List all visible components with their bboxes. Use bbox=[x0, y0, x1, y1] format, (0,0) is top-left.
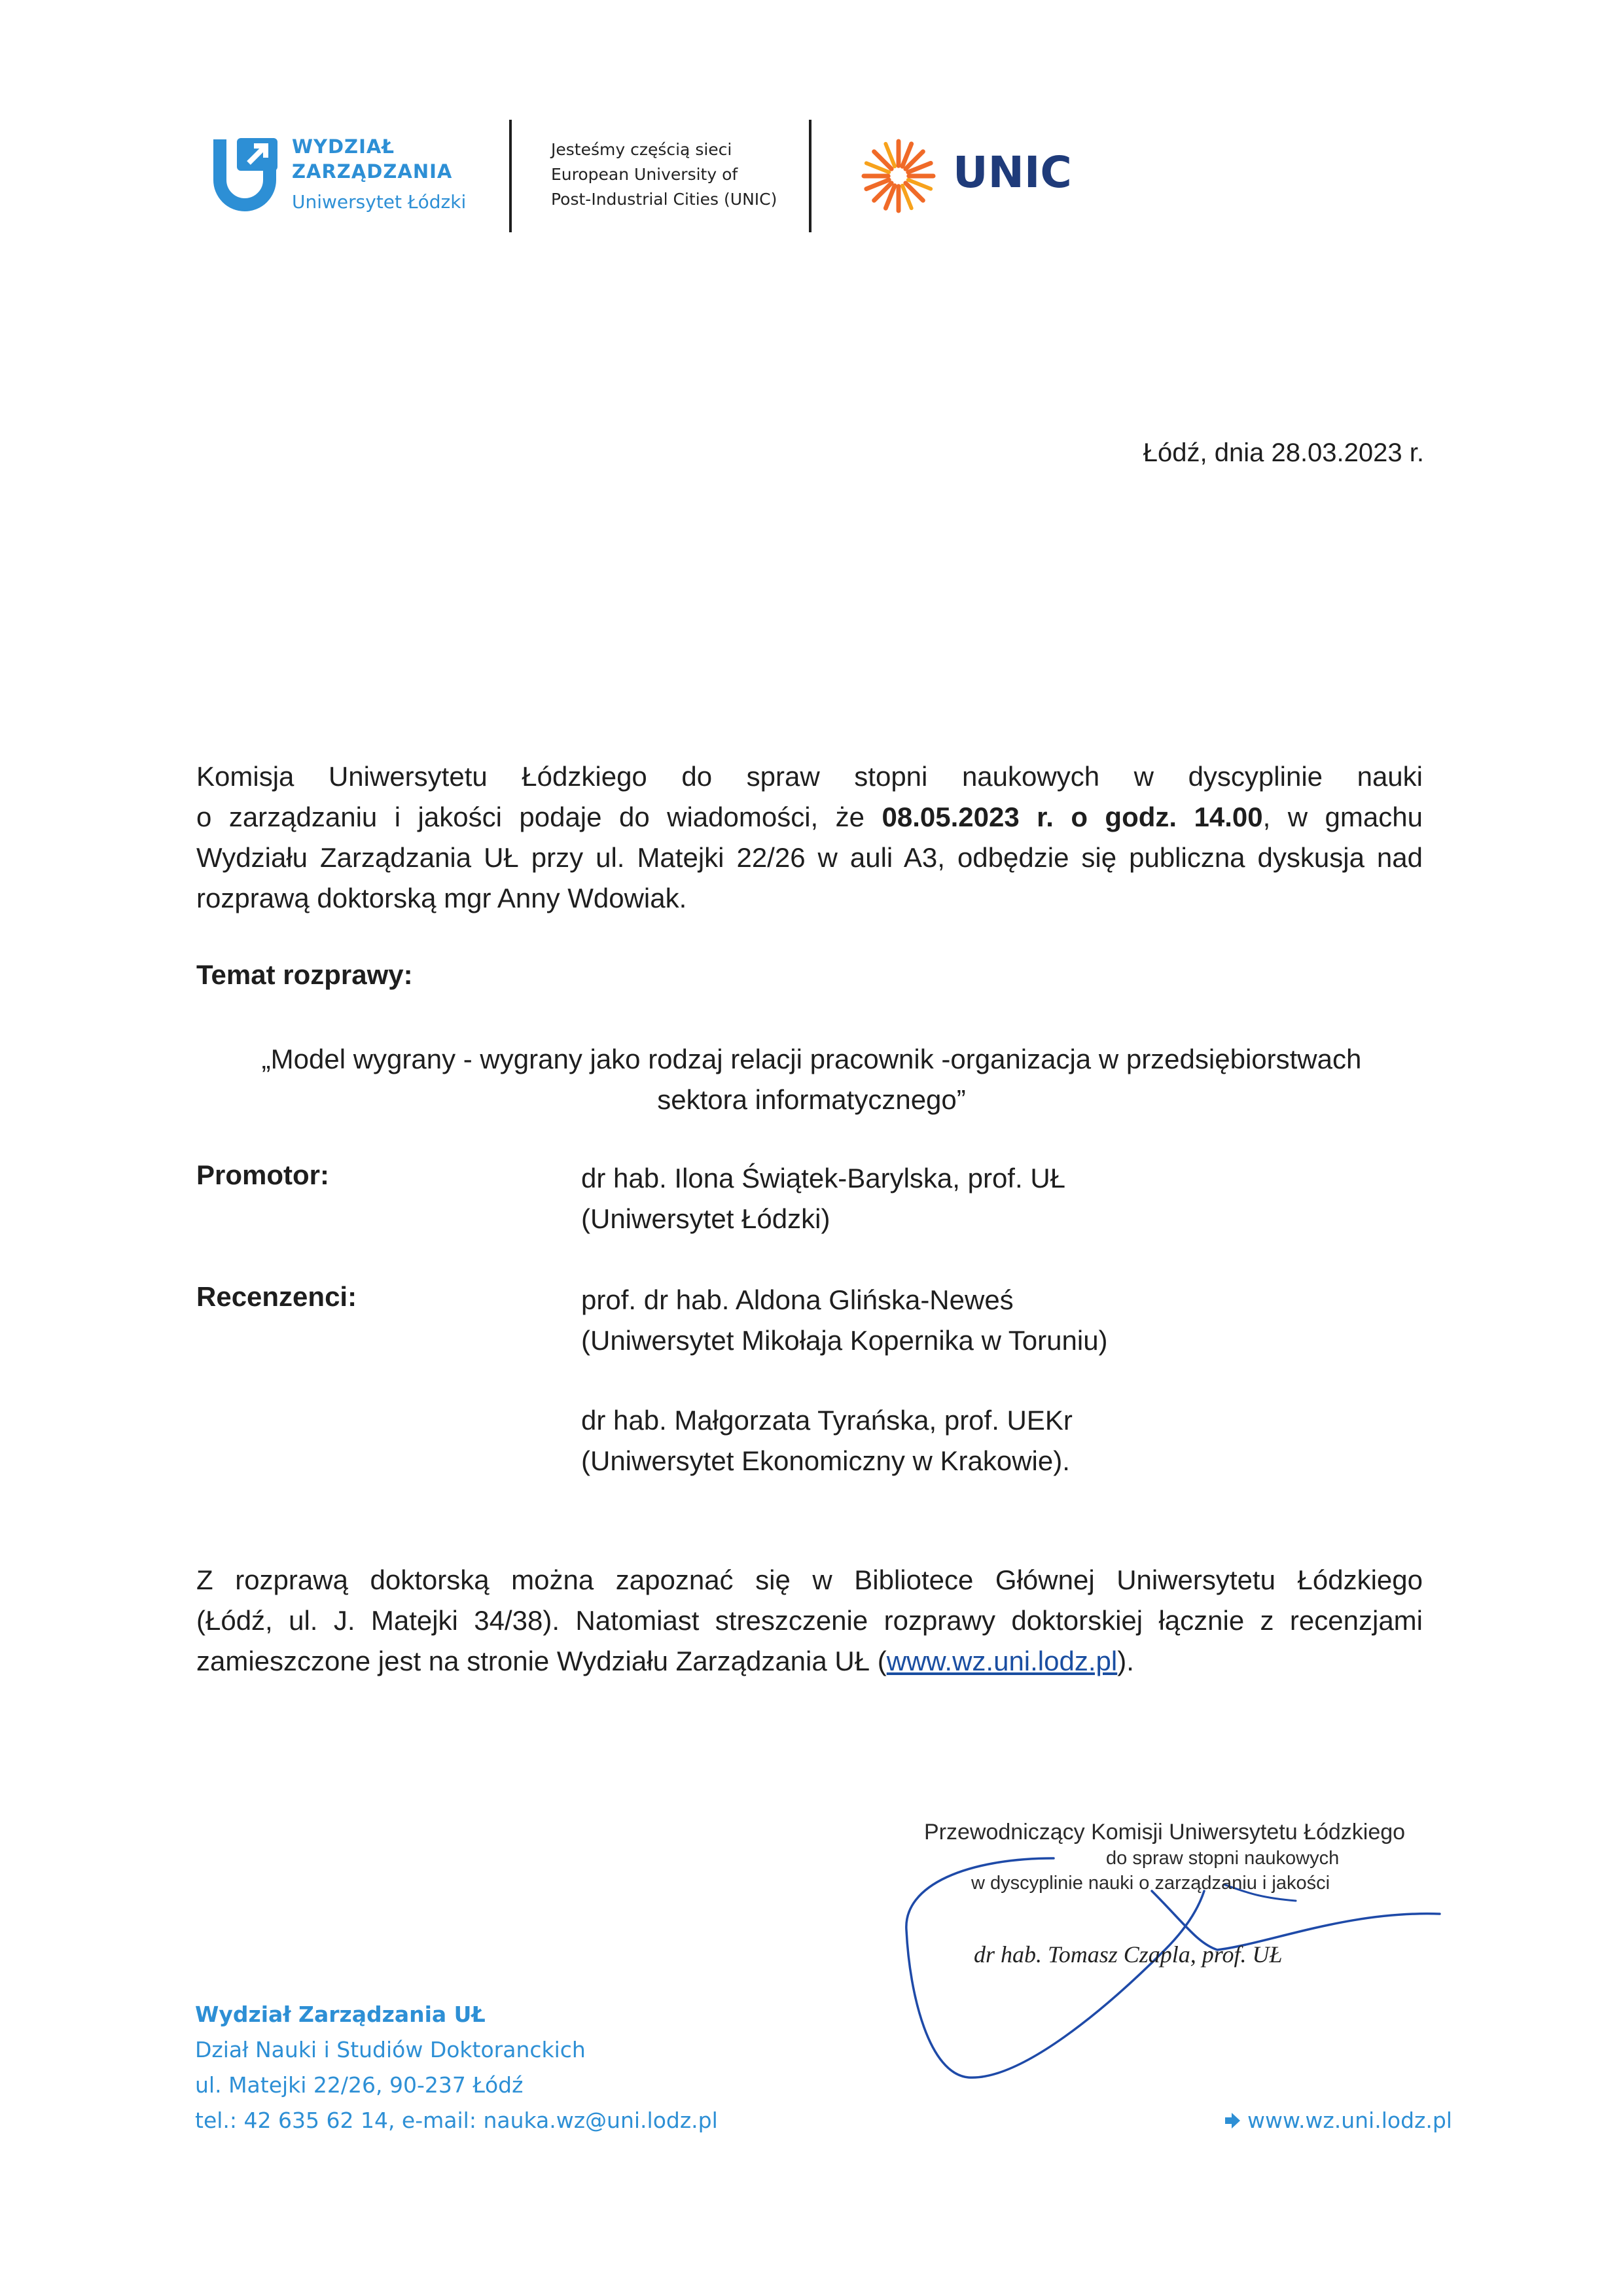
reviewer-name: dr hab. Małgorzata Tyrańska, prof. UEKr bbox=[581, 1405, 1073, 1436]
announcement-line: rozprawą doktorską mgr Anny Wdowiak. bbox=[196, 883, 687, 913]
footer-contact: tel.: 42 635 62 14, e-mail: nauka.wz@uni.lodz.pl bbox=[195, 2108, 718, 2133]
access-info-text: ). bbox=[1117, 1646, 1134, 1676]
footer-department: Dział Nauki i Studiów Doktoranckich bbox=[195, 2037, 586, 2062]
announcement-text: o zarządzaniu i jakości podaje do wiadomości, że bbox=[196, 802, 882, 832]
announcement-text: , w gmachu bbox=[1262, 802, 1423, 832]
reviewer-affiliation: (Uniwersytet Mikołaja Kopernika w Toruniu) bbox=[581, 1325, 1108, 1356]
header-divider bbox=[509, 120, 512, 232]
footer-organization: Wydział Zarządzania UŁ bbox=[195, 2002, 486, 2027]
unic-sunburst-icon bbox=[860, 137, 937, 215]
thesis-topic-line: „Model wygrany - wygrany jako rodzaj relacji pracownik -organizacja w przedsiębiorstwach bbox=[261, 1044, 1362, 1074]
promotor-name: dr hab. Ilona Świątek-Barylska, prof. UŁ bbox=[581, 1163, 1066, 1193]
unic-info-line: Jesteśmy częścią sieci bbox=[551, 140, 732, 159]
footer-address: ul. Matejki 22/26, 90-237 Łódź bbox=[195, 2072, 524, 2098]
header-divider bbox=[809, 120, 812, 232]
footer-website-link[interactable]: www.wz.uni.lodz.pl bbox=[1247, 2108, 1452, 2133]
signatory-title: Przewodniczący Komisji Uniwersytetu Łódzkiego bbox=[924, 1820, 1406, 1845]
access-info-line: (Łódź, ul. J. Matejki 34/38). Natomiast streszczenie rozprawy doktorskiej łącznie z recenzjami bbox=[196, 1605, 1423, 1636]
access-info-line bbox=[196, 1641, 1423, 1682]
defense-datetime: 08.05.2023 r. o godz. 14.00 bbox=[882, 802, 1263, 832]
faculty-logo-icon bbox=[208, 134, 281, 217]
unic-info-line: Post-Industrial Cities (UNIC) bbox=[551, 190, 777, 209]
unic-logo-text: UNIC bbox=[953, 147, 1072, 198]
faculty-name-line1: WYDZIAŁ bbox=[292, 135, 395, 158]
reviewer-affiliation: (Uniwersytet Ekonomiczny w Krakowie). bbox=[581, 1445, 1070, 1476]
signatory-name: dr hab. Tomasz Czapla, prof. UŁ bbox=[974, 1941, 1283, 1968]
access-info-line: Z rozprawą doktorską można zapoznać się w Bibliotece Głównej Uniwersytetu Łódzkiego bbox=[196, 1564, 1423, 1595]
document-date: Łódź, dnia 28.03.2023 r. bbox=[1143, 438, 1424, 467]
access-info-text: zamieszczone jest na stronie Wydziału Zarządzania UŁ ( bbox=[196, 1646, 887, 1676]
faculty-university: Uniwersytet Łódzki bbox=[292, 191, 467, 213]
arrow-right-icon bbox=[1222, 2111, 1242, 2130]
faculty-website-link[interactable]: www.wz.uni.lodz.pl bbox=[886, 1646, 1118, 1676]
faculty-name-line2: ZARZĄDZANIA bbox=[292, 160, 453, 183]
promotor-label: Promotor: bbox=[196, 1159, 329, 1190]
reviewer-name: prof. dr hab. Aldona Glińska-Neweś bbox=[581, 1284, 1014, 1315]
unic-info-line: European University of bbox=[551, 165, 738, 184]
thesis-topic-line: sektora informatycznego” bbox=[657, 1084, 966, 1115]
signatory-title: do spraw stopni naukowych bbox=[1106, 1848, 1340, 1869]
signatory-title: w dyscyplinie nauki o zarządzaniu i jakości bbox=[971, 1873, 1330, 1894]
announcement-line bbox=[196, 797, 1423, 838]
promotor-affiliation: (Uniwersytet Łódzki) bbox=[581, 1203, 830, 1234]
topic-heading: Temat rozprawy: bbox=[196, 959, 413, 990]
reviewers-label: Recenzenci: bbox=[196, 1281, 357, 1312]
announcement-line: Wydziału Zarządzania UŁ przy ul. Matejki 22/26 w auli A3, odbędzie się publiczna dyskusja nad bbox=[196, 842, 1423, 873]
announcement-line: Komisja Uniwersytetu Łódzkiego do spraw stopni naukowych w dyscyplinie nauki bbox=[196, 761, 1423, 792]
